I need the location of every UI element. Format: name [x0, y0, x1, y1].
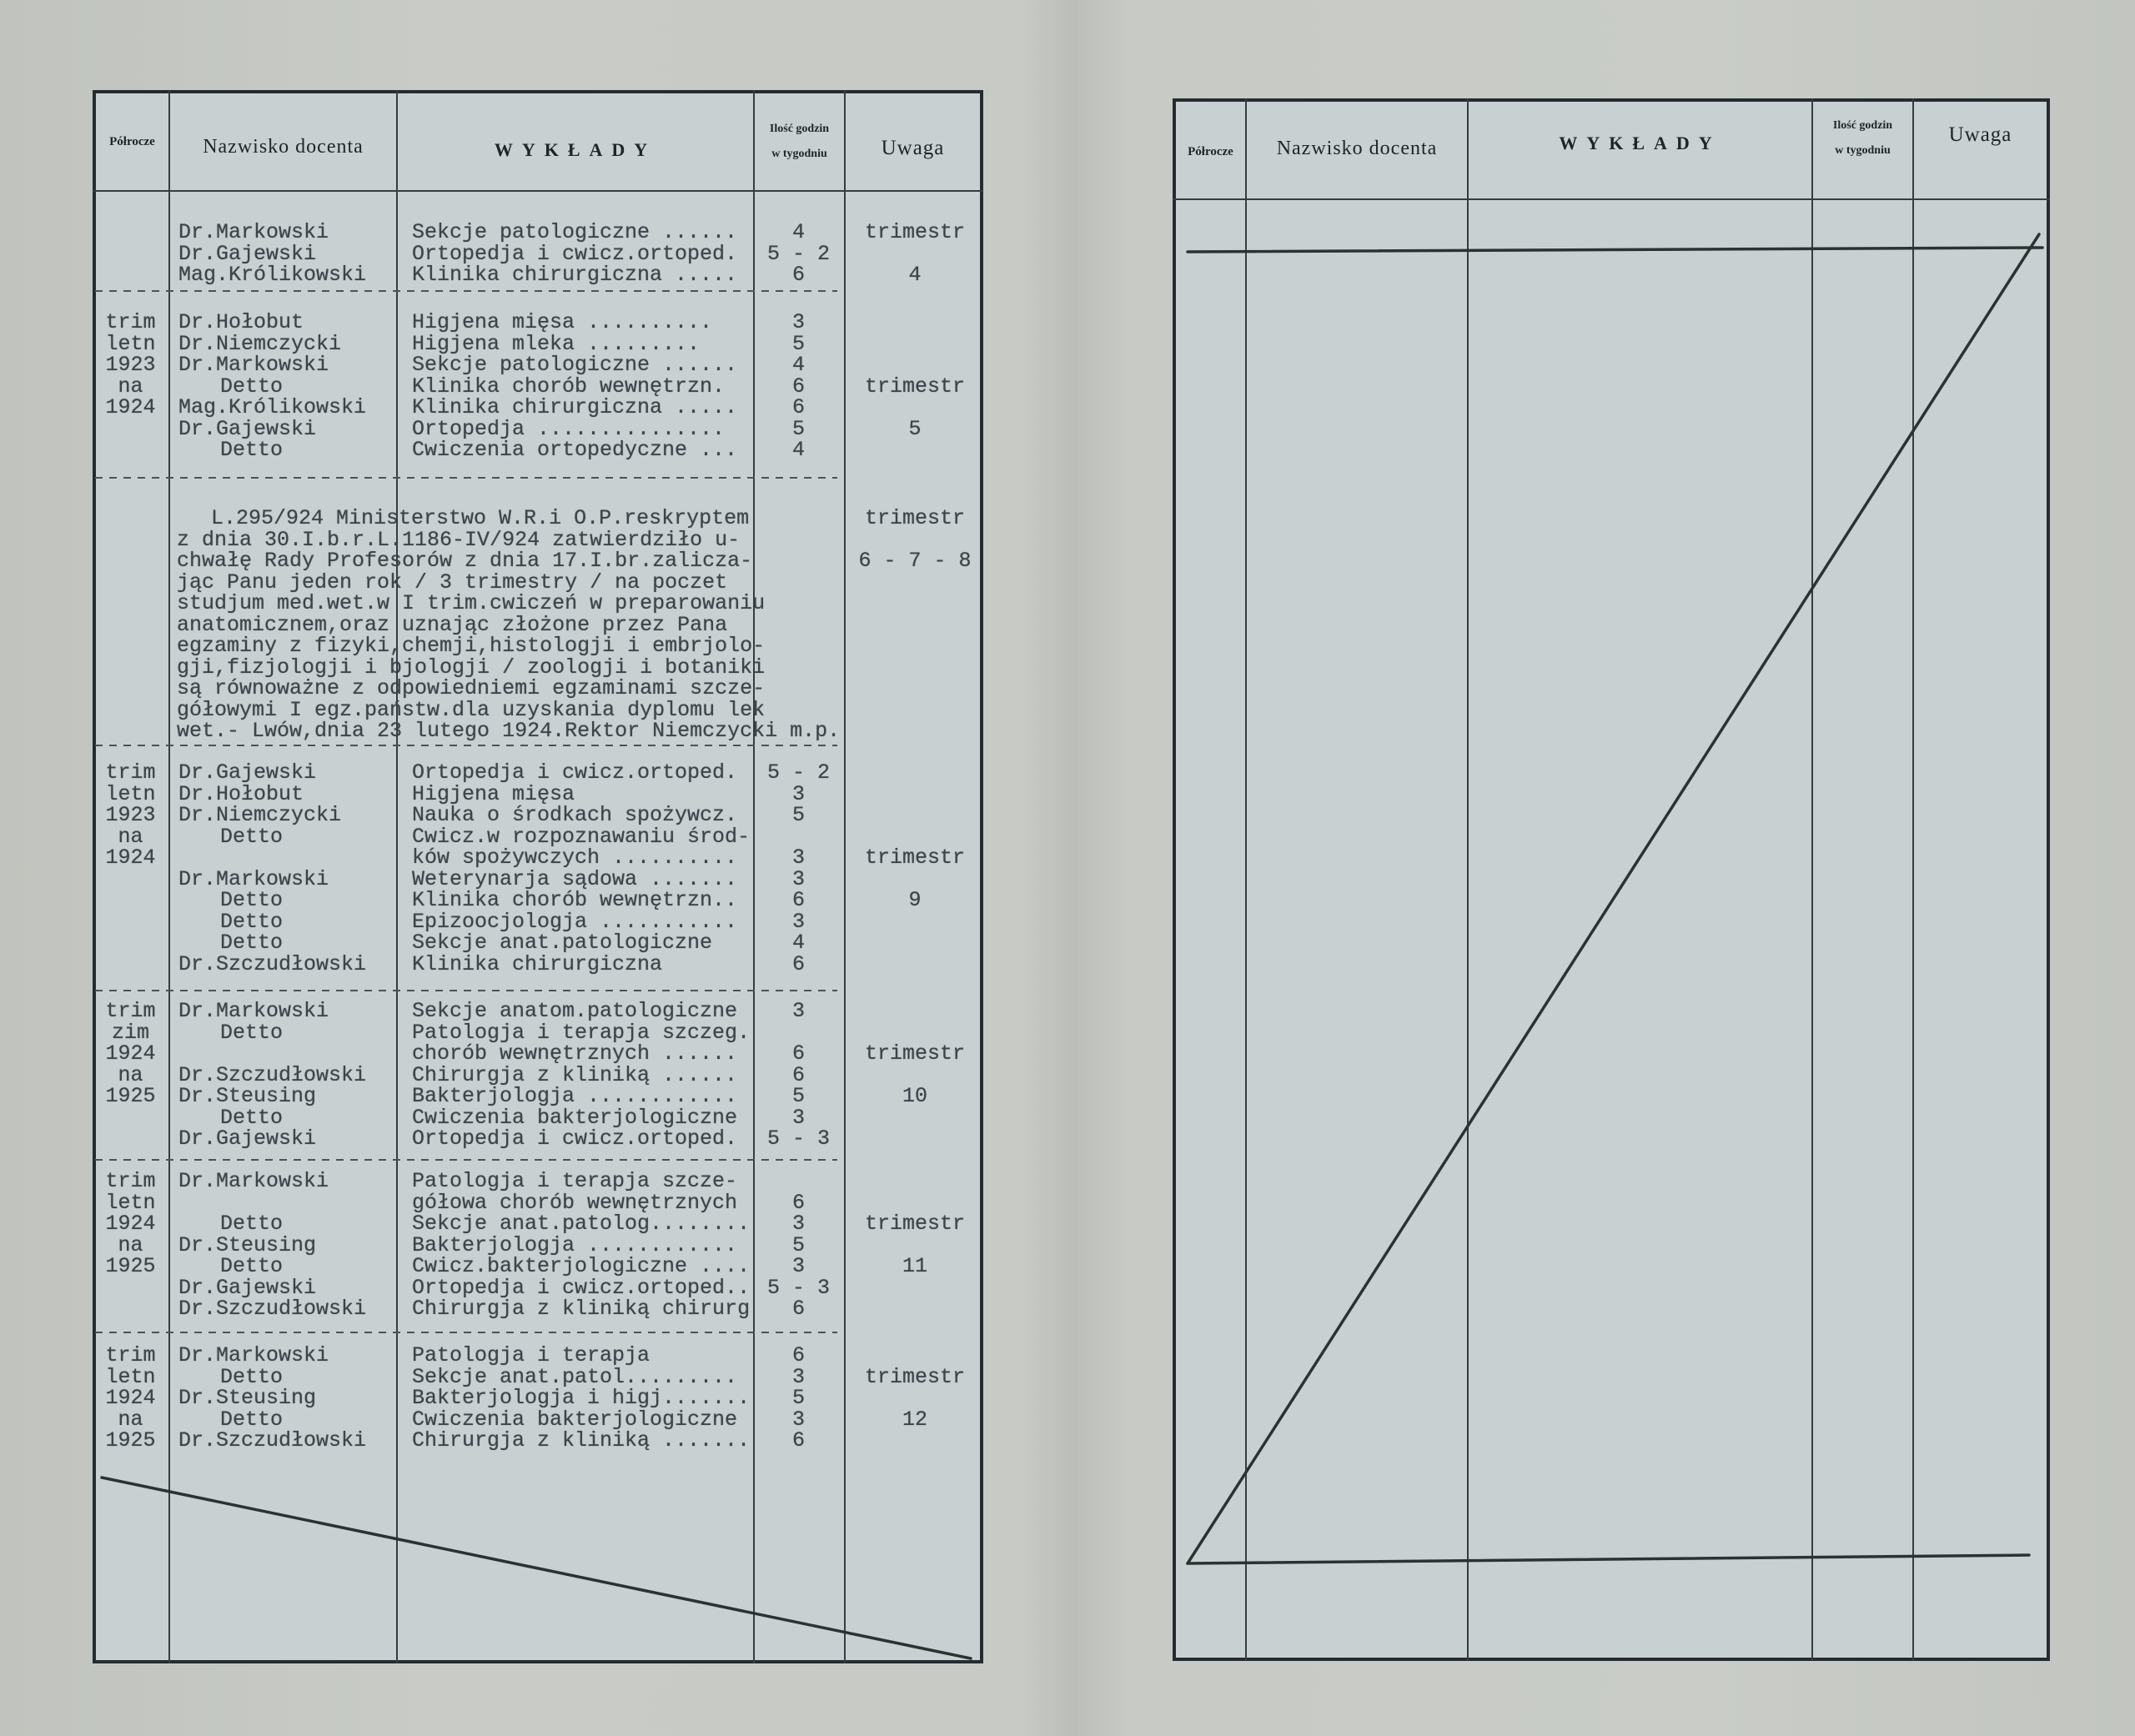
lecturer-cell: Dr.Gajewski: [178, 241, 317, 266]
lecture-cell: gółowa chorób wewnętrznych: [412, 1190, 738, 1215]
lecturer-cell: Dr.Niemczycki: [178, 331, 342, 356]
hours-cell: 5: [791, 416, 805, 441]
hours-cell: 6: [791, 1428, 805, 1453]
lecture-cell: Bakterjologja ............: [412, 1084, 738, 1108]
hours-cell: 6: [791, 888, 805, 912]
half-year-cell: 1923: [105, 803, 156, 827]
lecture-cell: Nauka o środkach spożywcz.: [412, 803, 738, 827]
lecture-cell: Sekcje patologiczne ......: [412, 220, 738, 244]
half-year-cell: 1924: [105, 1041, 156, 1066]
lecturer-cell: Detto: [220, 1364, 284, 1389]
hours-cell: 6: [791, 1190, 805, 1215]
half-year-cell: 1924: [105, 1386, 156, 1410]
lecturer-cell: Dr.Niemczycki: [178, 803, 342, 827]
half-year-cell: 1925: [105, 1084, 156, 1108]
remark-cell: trimestr: [864, 506, 966, 530]
lecturer-cell: Detto: [220, 1020, 284, 1045]
half-year-cell: na: [118, 1232, 143, 1257]
lecturer-cell: Detto: [220, 1212, 284, 1236]
hours-cell: 5 - 3: [766, 1275, 830, 1300]
half-year-cell: letn: [105, 781, 156, 806]
lecturer-cell: Dr.Szczudłowski: [178, 1428, 367, 1453]
half-year-cell: 1925: [105, 1428, 156, 1453]
hours-cell: 6: [791, 374, 805, 399]
hours-cell: 6: [791, 1062, 805, 1087]
lecture-cell: Cwiczenia bakterjologiczne: [412, 1407, 738, 1432]
hours-cell: 6: [791, 951, 805, 976]
lecturer-cell: Detto: [220, 824, 284, 849]
remark-cell: trimestr: [864, 1364, 966, 1389]
lecture-cell: Epizoocjologja ...........: [412, 909, 738, 934]
lecturer-cell: Dr.Hołobut: [178, 781, 304, 806]
half-year-cell: na: [118, 1062, 143, 1087]
lecturer-cell: Dr.Markowski: [178, 999, 329, 1023]
lecturer-cell: Dr.Markowski: [178, 353, 329, 377]
hours-cell: 5 - 3: [766, 1126, 830, 1151]
lecturer-cell: Mag.Królikowski: [178, 263, 367, 287]
lecture-cell: Cwiczenia bakterjologiczne: [412, 1105, 738, 1130]
note-text: jąc Panu jeden rok / 3 trimestry / na poczet: [177, 569, 728, 595]
lecture-cell: Ortopedja i cwicz.ortoped.: [412, 241, 738, 266]
hours-cell: 3: [791, 1407, 805, 1432]
lecture-cell: Cwiczenia ortopedyczne ...: [412, 438, 738, 462]
lecture-cell: Higjena mięsa: [412, 781, 575, 806]
half-year-cell: letn: [105, 331, 156, 356]
hours-cell: 6: [791, 1297, 805, 1321]
header-lectures-label: WYKŁADY: [1559, 133, 1721, 153]
hours-cell: 5 - 2: [766, 241, 830, 266]
lecture-cell: Sekcje patologiczne ......: [412, 353, 738, 377]
lecturer-cell: Dr.Szczudłowski: [178, 951, 367, 976]
lecture-cell: Cwicz.w rozpoznawaniu środ-: [412, 824, 751, 849]
note-text: gji,fizjologji i bjologji / zoologji i botaniki: [177, 655, 766, 680]
right-cancel-diagonal: [1188, 234, 2039, 1563]
half-year-cell: 1924: [105, 1212, 156, 1236]
lecture-cell: Chirurgja z kliniką chirurg: [412, 1297, 751, 1321]
hours-cell: 4: [791, 220, 805, 244]
hours-cell: 3: [791, 909, 805, 934]
lecturer-cell: Dr.Szczudłowski: [178, 1297, 367, 1321]
right-cancel-top-line: [1188, 248, 2042, 252]
lecture-cell: Klinika chorób wewnętrzn..: [412, 888, 738, 912]
remark-cell: 9: [908, 888, 922, 912]
note-text: L.295/924 Ministerstwo W.R.i O.P.reskryptem: [211, 506, 750, 530]
half-year-cell: 1923: [105, 353, 156, 377]
lecturer-cell: Dr.Hołobut: [178, 310, 304, 334]
lecture-cell: Higjena mięsa ..........: [412, 310, 713, 334]
hours-cell: 4: [791, 353, 805, 377]
lecture-cell: Klinika chirurgiczna .....: [412, 395, 738, 419]
lecture-cell: Sekcje anatom.patologiczne: [412, 999, 738, 1023]
hours-cell: 5: [791, 1232, 805, 1257]
lecturer-cell: Dr.Szczudłowski: [178, 1062, 367, 1087]
lecturer-cell: Dr.Steusing: [178, 1232, 317, 1257]
lecturer-cell: Dr.Markowski: [178, 220, 329, 244]
lecturer-cell: Detto: [220, 374, 284, 399]
lecture-cell: Bakterjologja ............: [412, 1232, 738, 1257]
lecture-cell: Chirurgja z kliniką ......: [412, 1062, 738, 1087]
half-year-cell: zim: [111, 1020, 149, 1045]
half-year-cell: 1925: [105, 1254, 156, 1278]
hours-cell: 3: [791, 845, 805, 870]
lecturer-cell: Detto: [220, 888, 284, 912]
lecturer-cell: Mag.Królikowski: [178, 395, 367, 419]
lecture-cell: Ortopedja ...............: [412, 416, 726, 441]
lecturer-cell: Dr.Steusing: [178, 1084, 317, 1108]
note-text: z dnia 30.I.b.r.L.1186-IV/924 zatwierdziło u-: [177, 527, 741, 552]
half-year-cell: trim: [105, 310, 156, 334]
half-year-cell: na: [118, 824, 143, 849]
lecturer-cell: Detto: [220, 1105, 284, 1130]
remark-cell: trimestr: [864, 845, 966, 870]
hours-cell: 6: [791, 263, 805, 287]
lecture-cell: Patologja i terapja: [412, 1343, 651, 1367]
hours-cell: 3: [791, 1364, 805, 1389]
note-text: egzaminy z fizyki,chemji,histologji i embrjolo-: [177, 634, 766, 658]
remark-cell: 10: [902, 1084, 927, 1108]
half-year-cell: letn: [105, 1364, 156, 1389]
lecture-cell: Ortopedja i cwicz.ortoped..: [412, 1275, 751, 1300]
remark-cell: trimestr: [864, 374, 966, 399]
header-lectures-label: WYKŁADY: [494, 139, 657, 160]
half-year-cell: letn: [105, 1190, 156, 1215]
header-hours-label-2: w tygodniu: [1835, 144, 1891, 157]
hours-cell: 5: [791, 1386, 805, 1410]
hours-cell: 4: [791, 931, 805, 955]
header-half-year-label: Półrocze: [1188, 144, 1233, 158]
remark-cell: 11: [902, 1254, 927, 1278]
lecturer-cell: Detto: [220, 1254, 284, 1278]
hours-cell: 3: [791, 781, 805, 806]
half-year-cell: 1924: [105, 395, 156, 419]
lecturer-cell: Dr.Markowski: [178, 1343, 329, 1367]
hours-cell: 6: [791, 1041, 805, 1066]
note-text: gółowymi I egz.państw.dla uzyskania dyplomu lek: [177, 697, 766, 722]
hours-cell: 5 - 2: [766, 760, 830, 785]
lecture-cell: Klinika chirurgiczna: [412, 951, 663, 976]
note-text: studjum med.wet.w I trim.cwiczeń w preparowaniu: [177, 591, 766, 615]
hours-cell: 3: [791, 1212, 805, 1236]
half-year-cell: trim: [105, 1169, 156, 1193]
lecturer-cell: Dr.Gajewski: [178, 1275, 317, 1300]
left-cancel-diagonal: [102, 1478, 971, 1658]
lecture-cell: Chirurgja z kliniką .......: [412, 1428, 751, 1453]
lecturer-cell: Dr.Gajewski: [178, 760, 317, 785]
hours-cell: 3: [791, 1105, 805, 1130]
header-lecturer-label: Nazwisko docenta: [1276, 137, 1438, 159]
half-year-cell: na: [118, 374, 143, 399]
note-text: anatomicznem,oraz uznając złożone przez Pana: [177, 612, 728, 637]
lecture-cell: Cwicz.bakterjologiczne ....: [412, 1254, 751, 1278]
lecturer-cell: Dr.Gajewski: [178, 416, 317, 441]
lecturer-cell: Detto: [220, 909, 284, 934]
remark-cell: 5: [908, 416, 922, 441]
lecturer-cell: Dr.Markowski: [178, 866, 329, 891]
note-text: są równoważne z odpowiedniemi egzaminami szcze-: [177, 676, 766, 700]
lecture-cell: Ortopedja i cwicz.ortoped.: [412, 1126, 738, 1151]
remark-cell: 12: [902, 1407, 927, 1432]
header-hours-label-1: Ilość godzin: [1832, 119, 1893, 132]
note-text: chwałę Rady Profesorów z dnia 17.I.br.zalicza-: [177, 549, 753, 573]
half-year-cell: 1924: [105, 845, 156, 870]
remark-cell: trimestr: [864, 1212, 966, 1236]
header-half-year-label: Półrocze: [109, 134, 155, 148]
remark-cell: trimestr: [864, 220, 966, 244]
lecture-cell: Patologja i terapja szcze-: [412, 1169, 738, 1193]
remark-cell: trimestr: [864, 1041, 966, 1066]
header-remarks-label: Uwaga: [1948, 123, 2012, 146]
hours-cell: 3: [791, 866, 805, 891]
lecture-cell: Ortopedja i cwicz.ortoped.: [412, 760, 738, 785]
lecture-cell: Bakterjologja i higj.......: [412, 1386, 751, 1410]
lecture-cell: Sekcje anat.patol.........: [412, 1364, 738, 1389]
hours-cell: 5: [791, 803, 805, 827]
header-hours-label-1: Ilość godzin: [769, 123, 830, 135]
hours-cell: 4: [791, 438, 805, 462]
half-year-cell: trim: [105, 760, 156, 785]
lecturer-cell: Detto: [220, 1407, 284, 1432]
lecture-cell: Sekcje anat.patologiczne: [412, 931, 713, 955]
header-hours-label-2: w tygodniu: [771, 148, 827, 160]
lecture-cell: Klinika chorób wewnętrzn.: [412, 374, 726, 399]
lecturer-cell: Detto: [220, 931, 284, 955]
lecturer-cell: Detto: [220, 438, 284, 462]
lecture-cell: ków spożywczych ..........: [412, 845, 738, 870]
right-cancel-bottom-line: [1188, 1555, 2029, 1563]
header-remarks-label: Uwaga: [881, 137, 945, 159]
hours-cell: 5: [791, 1084, 805, 1108]
hours-cell: 6: [791, 395, 805, 419]
half-year-cell: trim: [105, 999, 156, 1023]
lecturer-cell: Dr.Steusing: [178, 1386, 317, 1410]
hours-cell: 3: [791, 310, 805, 334]
lecture-cell: Patologja i terapja szczeg.: [412, 1020, 751, 1045]
hours-cell: 6: [791, 1343, 805, 1367]
note-text: wet.- Lwów,dnia 23 lutego 1924.Rektor Niemczycki m.p.: [177, 719, 841, 743]
header-lecturer-label: Nazwisko docenta: [203, 135, 364, 158]
lecture-cell: Klinika chirurgiczna .....: [412, 263, 738, 287]
hours-cell: 3: [791, 999, 805, 1023]
half-year-cell: trim: [105, 1343, 156, 1367]
lecturer-cell: Dr.Gajewski: [178, 1126, 317, 1151]
lecture-cell: Higjena mleka .........: [412, 331, 701, 356]
lecturer-cell: Dr.Markowski: [178, 1169, 329, 1193]
remark-cell: 4: [908, 263, 922, 287]
half-year-cell: na: [118, 1407, 143, 1432]
hours-cell: 5: [791, 331, 805, 356]
lecture-cell: Sekcje anat.patolog........: [412, 1212, 751, 1236]
hours-cell: 3: [791, 1254, 805, 1278]
remark-cell: 6 - 7 - 8: [858, 549, 972, 573]
lecture-cell: Weterynarja sądowa .......: [412, 866, 738, 891]
lecture-cell: chorób wewnętrznych ......: [412, 1041, 738, 1066]
